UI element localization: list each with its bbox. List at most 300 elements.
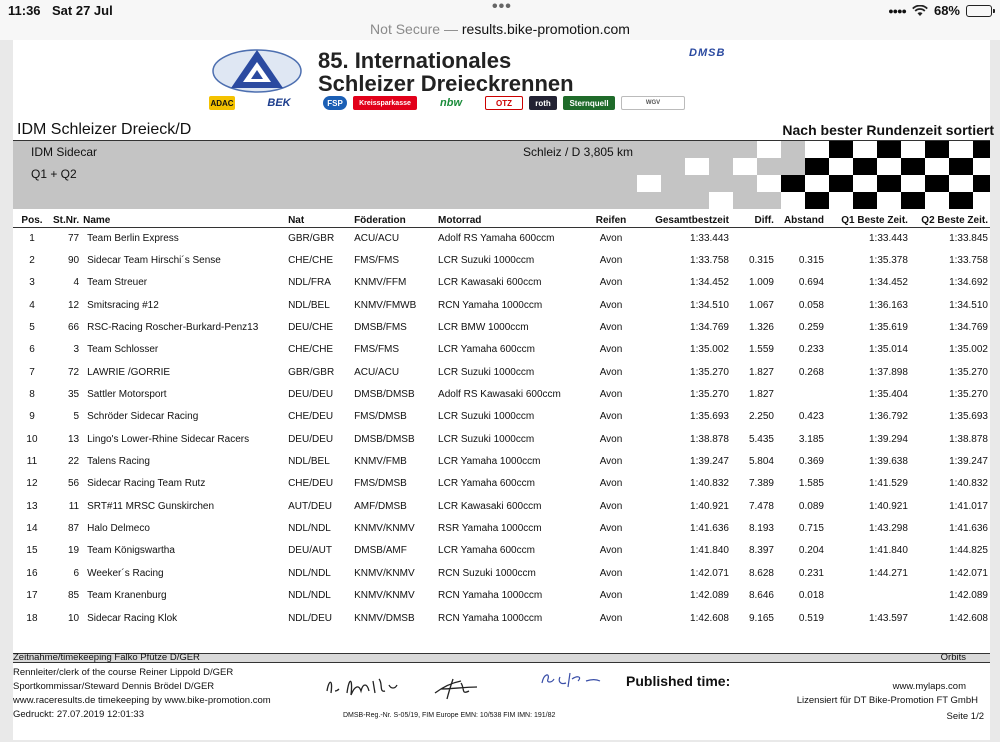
cell-tyres: Avon <box>599 366 623 378</box>
results-title-row <box>13 120 994 141</box>
cell-federation: ACU/ACU <box>354 232 400 244</box>
col-header-start-number[interactable]: St.Nr. <box>52 214 80 226</box>
cell-motorcycle: LCR Yamaha 1000ccm <box>438 456 541 468</box>
cell-q1-best: 1:43.298 <box>869 523 908 535</box>
col-header-diff[interactable]: Diff. <box>731 214 776 227</box>
cell-federation: ACU/ACU <box>354 366 400 378</box>
cell-motorcycle: RSR Yamaha 1000ccm <box>438 523 542 535</box>
cell-diff: 1.559 <box>748 344 774 356</box>
cell-gap: 0.715 <box>798 523 824 535</box>
cell-nat: GBR/GBR <box>288 232 335 244</box>
cell-q2-best: 1:35.270 <box>949 366 988 378</box>
cell-name: Sidecar Racing Klok <box>87 612 178 624</box>
col-header-name[interactable]: Name <box>81 214 286 227</box>
cell-diff: 8.646 <box>748 590 774 602</box>
cell-pos: 2 <box>29 255 35 267</box>
cell-best-time: 1:35.693 <box>690 411 729 423</box>
cell-name: Halo Delmeco <box>87 523 150 535</box>
cell-tyres: Avon <box>599 478 623 490</box>
cell-start-number: 10 <box>67 612 80 624</box>
cell-nat: NDL/NDL <box>288 523 331 535</box>
cell-motorcycle: LCR BMW 1000ccm <box>438 322 529 334</box>
table-row <box>13 227 990 249</box>
cell-q2-best: 1:33.758 <box>949 255 988 267</box>
security-label: Not Secure — <box>370 21 458 37</box>
race-director: Rennleiter/clerk of the course Reiner Lippold D/GER <box>13 667 234 678</box>
cell-diff: 2.250 <box>748 411 774 423</box>
cell-tyres: Avon <box>599 232 623 244</box>
session-info-panel <box>13 141 990 209</box>
cell-motorcycle: LCR Suzuki 1000ccm <box>438 255 535 267</box>
cell-tyres: Avon <box>599 411 623 423</box>
cell-pos: 7 <box>29 366 35 378</box>
table-row <box>13 383 990 405</box>
cell-best-time: 1:33.443 <box>690 232 729 244</box>
table-header-row <box>13 214 990 227</box>
cell-q2-best: 1:42.608 <box>949 612 988 624</box>
cell-motorcycle: RCN Yamaha 1000ccm <box>438 299 543 311</box>
cell-q2-best: 1:42.089 <box>949 590 988 602</box>
cell-gap: 0.694 <box>798 277 824 289</box>
cell-best-time: 1:38.878 <box>690 433 729 445</box>
cell-name: RSC-Racing Roscher-Burkard-Penz13 <box>87 322 259 334</box>
sort-label: Nach bester Rundenzeit sortiert <box>782 122 994 138</box>
cell-gap: 0.089 <box>798 500 824 512</box>
sponsor-otz: OTZ <box>485 96 523 110</box>
sponsor-kreissparkasse: Kreissparkasse <box>353 96 417 110</box>
cell-start-number: 12 <box>67 299 80 311</box>
col-header-motorcycle[interactable]: Motorrad <box>436 214 586 227</box>
cell-start-number: 87 <box>67 523 80 535</box>
table-row <box>13 339 990 361</box>
cell-diff: 1.067 <box>748 299 774 311</box>
cell-q1-best: 1:37.898 <box>869 366 908 378</box>
signature-timekeeper-icon <box>538 669 604 691</box>
cell-name: Weeker´s Racing <box>87 567 164 579</box>
table-row <box>13 249 990 271</box>
cell-name: Lingo's Lower-Rhine Sidecar Racers <box>87 433 250 445</box>
checkered-flag-icon <box>637 141 990 209</box>
cell-nat: NDL/NDL <box>288 567 331 579</box>
cell-federation: FMS/FMS <box>354 344 400 356</box>
cell-tyres: Avon <box>599 299 623 311</box>
cell-q1-best: 1:35.014 <box>869 344 908 356</box>
ios-status-bar <box>0 0 1000 22</box>
cell-start-number: 77 <box>67 232 80 244</box>
cell-motorcycle: LCR Suzuki 1000ccm <box>438 366 535 378</box>
cell-best-time: 1:41.636 <box>690 523 729 535</box>
url-host: results.bike-promotion.com <box>461 21 630 37</box>
cell-nat: CHE/CHE <box>288 255 334 267</box>
cell-start-number: 72 <box>67 366 80 378</box>
cell-federation: KNMV/KNMV <box>354 590 415 602</box>
cell-pos: 8 <box>29 389 35 401</box>
cell-q2-best: 1:40.832 <box>949 478 988 490</box>
cell-name: Sidecar Racing Team Rutz <box>87 478 206 490</box>
cell-q1-best: 1:33.443 <box>869 232 908 244</box>
cell-motorcycle: RCN Yamaha 1000ccm <box>438 612 543 624</box>
cell-best-time: 1:40.832 <box>690 478 729 490</box>
cell-q2-best: 1:38.878 <box>949 433 988 445</box>
battery-percent: 68% <box>933 3 960 18</box>
table-row <box>13 607 990 629</box>
address-bar[interactable] <box>0 22 1000 40</box>
cell-nat: CHE/DEU <box>288 478 334 490</box>
page-title: IDM Schleizer Dreieck/D <box>17 121 192 138</box>
cell-gap: 0.018 <box>798 590 824 602</box>
cell-federation: FMS/FMS <box>354 255 400 267</box>
cell-tyres: Avon <box>599 255 623 267</box>
results-table-body <box>13 227 990 629</box>
cell-federation: KNMV/KNMV <box>354 567 415 579</box>
cell-q2-best: 1:33.845 <box>949 232 988 244</box>
cell-name: Smitsracing #12 <box>87 299 159 311</box>
table-row <box>13 517 990 539</box>
table-row <box>13 316 990 338</box>
cell-name: Talens Racing <box>87 456 150 468</box>
cell-q2-best: 1:44.825 <box>949 545 988 557</box>
cell-federation: KNMV/KNMV <box>354 523 415 535</box>
steward: Sportkommissar/Steward Dennis Brödel D/GER <box>13 681 215 692</box>
sponsor-wgv: WGV <box>621 96 685 110</box>
col-header-q2-best[interactable]: Q2 Beste Zeit. <box>910 214 990 227</box>
cell-tyres: Avon <box>599 567 623 579</box>
cell-federation: AMF/DMSB <box>354 500 407 512</box>
cell-best-time: 1:33.758 <box>690 255 729 267</box>
cell-q1-best: 1:35.619 <box>869 322 908 334</box>
cell-start-number: 3 <box>73 344 80 356</box>
cell-nat: GBR/GBR <box>288 366 335 378</box>
cell-pos: 13 <box>26 500 38 512</box>
cell-tyres: Avon <box>599 322 623 334</box>
sponsor-roth: roth <box>529 96 557 110</box>
cell-motorcycle: LCR Suzuki 1000ccm <box>438 433 535 445</box>
cell-q2-best: 1:34.510 <box>949 299 988 311</box>
printed-date: Gedruckt: 27.07.2019 12:01:33 <box>13 709 144 720</box>
cell-q1-best: 1:40.921 <box>869 500 908 512</box>
cell-q1-best: 1:36.163 <box>869 299 908 311</box>
cell-motorcycle: Adolf RS Kawasaki 600ccm <box>438 389 561 401</box>
cell-q2-best: 1:39.247 <box>949 456 988 468</box>
cell-tyres: Avon <box>599 277 623 289</box>
cell-diff: 8.628 <box>748 567 774 579</box>
cell-federation: KNMV/FFM <box>354 277 407 289</box>
table-row <box>13 272 990 294</box>
table-row <box>13 294 990 316</box>
cell-name: Team Schlosser <box>87 344 159 356</box>
cell-gap: 0.315 <box>798 255 824 267</box>
cell-best-time: 1:34.769 <box>690 322 729 334</box>
cell-q2-best: 1:41.636 <box>949 523 988 535</box>
cell-name: Sattler Motorsport <box>87 389 167 401</box>
cell-nat: NDL/NDL <box>288 590 331 602</box>
cell-gap: 0.268 <box>798 366 824 378</box>
sponsor-adac: ADAC <box>209 96 235 110</box>
cell-tyres: Avon <box>599 612 623 624</box>
cell-gap: 0.058 <box>798 299 824 311</box>
footer <box>13 653 990 740</box>
cell-q1-best <box>826 585 910 607</box>
cell-nat: CHE/CHE <box>288 344 334 356</box>
table-row <box>13 361 990 383</box>
cell-best-time: 1:34.452 <box>690 277 729 289</box>
cell-name: Team Kranenburg <box>87 590 167 602</box>
sponsor-nbw: nbw <box>440 97 462 109</box>
col-header-nat[interactable]: Nat <box>286 214 352 227</box>
timekeeping-label: Zeitnahme/timekeeping Falko Pfütze D/GER <box>13 652 200 663</box>
cell-best-time: 1:34.510 <box>690 299 729 311</box>
cell-diff: 0.315 <box>748 255 774 267</box>
cell-diff: 7.389 <box>748 478 774 490</box>
cell-start-number: 56 <box>67 478 80 490</box>
cell-motorcycle: LCR Suzuki 1000ccm <box>438 411 535 423</box>
cell-pos: 14 <box>26 523 38 535</box>
dmsb-logo: DMSB <box>689 47 726 59</box>
cell-pos: 9 <box>29 411 35 423</box>
cell-pos: 15 <box>26 545 38 557</box>
cell-gap: 0.519 <box>798 612 824 624</box>
battery-icon <box>966 5 992 17</box>
cell-federation: DMSB/DMSB <box>354 433 415 445</box>
cell-pos: 18 <box>26 612 38 624</box>
page-number: Seite 1/2 <box>946 711 984 722</box>
cell-start-number: 66 <box>67 322 80 334</box>
cell-name: Schröder Sidecar Racing <box>87 411 199 423</box>
results-sheet <box>13 40 994 740</box>
cell-diff: 1.009 <box>748 277 774 289</box>
cell-diff: 9.165 <box>748 612 774 624</box>
cell-diff: 1.326 <box>748 322 774 334</box>
cell-federation: FMS/DMSB <box>354 411 407 423</box>
table-row <box>13 450 990 472</box>
cell-diff <box>731 227 776 249</box>
cell-best-time: 1:39.247 <box>690 456 729 468</box>
results-table <box>13 214 990 629</box>
cell-motorcycle: RCN Suzuki 1000ccm <box>438 567 536 579</box>
cell-gap <box>776 227 826 249</box>
cell-gap: 0.423 <box>798 411 824 423</box>
signature-race-director-icon <box>323 673 405 699</box>
cell-federation: DMSB/DMSB <box>354 389 415 401</box>
cell-federation: KNMV/FMWB <box>354 299 417 311</box>
cell-start-number: 90 <box>67 255 80 267</box>
event-title-line-1: 85. Internationales <box>318 48 512 73</box>
cell-motorcycle: LCR Yamaha 600ccm <box>438 478 535 490</box>
cell-name: SRT#11 MRSC Gunskirchen <box>87 500 215 512</box>
cell-q1-best: 1:44.271 <box>869 567 908 579</box>
cell-motorcycle: LCR Kawasaki 600ccm <box>438 277 542 289</box>
cell-federation: DMSB/AMF <box>354 545 407 557</box>
cell-nat: DEU/AUT <box>288 545 332 557</box>
cell-nat: DEU/DEU <box>288 389 334 401</box>
cell-motorcycle: Adolf RS Yamaha 600ccm <box>438 232 555 244</box>
cell-nat: DEU/DEU <box>288 433 334 445</box>
cell-diff: 1.827 <box>748 389 774 401</box>
cell-tyres: Avon <box>599 456 623 468</box>
col-header-best-time[interactable]: Gesamtbestzeit <box>636 214 731 227</box>
cell-federation: FMS/DMSB <box>354 478 407 490</box>
cell-q1-best: 1:41.840 <box>869 545 908 557</box>
table-row <box>13 495 990 517</box>
track-info: Schleiz / D 3,805 km <box>523 145 634 159</box>
cell-diff: 5.804 <box>748 456 774 468</box>
cell-q2-best: 1:34.692 <box>949 277 988 289</box>
cell-nat: DEU/CHE <box>288 322 334 334</box>
cell-q2-best: 1:35.693 <box>949 411 988 423</box>
cell-pos: 1 <box>29 232 35 244</box>
next-page-edge <box>0 742 1000 750</box>
cell-pos: 4 <box>29 299 35 311</box>
cell-tyres: Avon <box>599 545 623 557</box>
cell-federation: KNMV/FMB <box>354 456 407 468</box>
cell-best-time: 1:35.270 <box>690 366 729 378</box>
cell-best-time: 1:35.002 <box>690 344 729 356</box>
cell-pos: 5 <box>29 322 35 334</box>
cell-federation: DMSB/FMS <box>354 322 407 334</box>
cell-nat: NDL/BEL <box>288 456 330 468</box>
cell-tyres: Avon <box>599 500 623 512</box>
cell-tyres: Avon <box>599 523 623 535</box>
cell-start-number: 85 <box>67 590 80 602</box>
col-header-federation[interactable]: Föderation <box>352 214 436 227</box>
table-row <box>13 562 990 584</box>
cell-best-time: 1:42.089 <box>690 590 729 602</box>
cell-q2-best: 1:41.017 <box>949 500 988 512</box>
cell-tyres: Avon <box>599 433 623 445</box>
cell-start-number: 4 <box>73 277 80 289</box>
cell-tyres: Avon <box>599 590 623 602</box>
published-time-label: Published time: <box>626 673 731 689</box>
cell-diff: 7.478 <box>748 500 774 512</box>
cell-diff: 5.435 <box>748 433 774 445</box>
cell-name: LAWRIE /GORRIE <box>87 366 171 378</box>
session-name: Q1 + Q2 <box>31 167 77 181</box>
cell-diff: 1.827 <box>748 366 774 378</box>
cell-diff: 8.397 <box>748 545 774 557</box>
cell-start-number: 13 <box>67 433 80 445</box>
cell-pos: 17 <box>26 590 38 602</box>
sponsor-sternquell: Sternquell <box>563 96 615 110</box>
cell-q2-best: 1:34.769 <box>949 322 988 334</box>
cell-q1-best: 1:36.792 <box>869 411 908 423</box>
cell-nat: AUT/DEU <box>288 500 332 512</box>
cell-q1-best: 1:34.452 <box>869 277 908 289</box>
cell-best-time: 1:41.840 <box>690 545 729 557</box>
cell-gap: 0.369 <box>798 456 824 468</box>
event-title-line-2: Schleizer Dreieckrennen <box>318 71 574 96</box>
cell-q1-best: 1:41.529 <box>869 478 908 490</box>
signal-icon: ●●●● <box>888 5 906 16</box>
status-time: 11:36 <box>8 3 41 18</box>
table-row <box>13 406 990 428</box>
cell-q1-best: 1:39.294 <box>869 433 908 445</box>
col-header-gap[interactable]: Abstand <box>776 214 826 227</box>
cell-name: Sidecar Team Hirschi´s Sense <box>87 255 221 267</box>
col-header-q1-best[interactable]: Q1 Beste Zeit. <box>826 214 910 227</box>
cell-tyres: Avon <box>599 389 623 401</box>
cell-pos: 6 <box>29 344 35 356</box>
table-row <box>13 585 990 607</box>
col-header-pos[interactable]: Pos. <box>13 214 51 227</box>
schleiz-triangle-logo-icon <box>211 48 303 94</box>
table-row <box>13 428 990 450</box>
cell-pos: 11 <box>26 456 38 468</box>
cell-best-time: 1:42.071 <box>690 567 729 579</box>
orbits-label: Orbits <box>940 652 966 663</box>
sponsor-logos <box>209 96 685 110</box>
wifi-icon <box>912 5 928 17</box>
cell-start-number: 11 <box>68 500 80 512</box>
event-title <box>318 49 574 95</box>
cell-diff: 8.193 <box>748 523 774 535</box>
cell-q1-best: 1:35.404 <box>869 389 908 401</box>
multitask-dots-icon[interactable]: ••• <box>492 0 512 15</box>
cell-q1-best: 1:43.597 <box>869 612 908 624</box>
cell-motorcycle: LCR Kawasaki 600ccm <box>438 500 542 512</box>
cell-gap <box>776 383 826 405</box>
cell-best-time: 1:35.270 <box>690 389 729 401</box>
license-text: Lizensiert für DT Bike-Promotion FT GmbH <box>796 695 978 706</box>
cell-start-number: 6 <box>73 567 80 579</box>
col-header-tyres[interactable]: Reifen <box>586 214 636 227</box>
cell-q1-best: 1:39.638 <box>869 456 908 468</box>
cell-nat: NDL/BEL <box>288 299 330 311</box>
cell-pos: 10 <box>26 433 38 445</box>
cell-gap: 3.185 <box>798 433 824 445</box>
cell-name: Team Berlin Express <box>87 232 179 244</box>
cell-federation: KNMV/DMSB <box>354 612 415 624</box>
cell-nat: NDL/DEU <box>288 612 332 624</box>
class-name: IDM Sidecar <box>31 145 98 159</box>
sponsor-bek: BEK <box>267 97 291 109</box>
cell-q2-best: 1:42.071 <box>949 567 988 579</box>
sponsor-fsp: FSP <box>323 96 347 110</box>
results-site-link[interactable]: www.raceresults.de timekeeping by www.bike-promotion.com <box>13 695 271 706</box>
cell-start-number: 5 <box>73 411 80 423</box>
cell-nat: NDL/FRA <box>288 277 331 289</box>
cell-q1-best: 1:35.378 <box>869 255 908 267</box>
cell-nat: CHE/DEU <box>288 411 334 423</box>
cell-pos: 12 <box>26 478 38 490</box>
cell-motorcycle: LCR Yamaha 600ccm <box>438 545 535 557</box>
cell-start-number: 35 <box>67 389 80 401</box>
cell-pos: 16 <box>26 567 38 579</box>
cell-gap: 0.233 <box>798 344 824 356</box>
cell-tyres: Avon <box>599 344 623 356</box>
registration-numbers: DMSB-Reg.-Nr. S-05/19, FIM Europe EMN: 10/538 FIM IMN: 191/82 <box>343 712 556 719</box>
cell-name: Team Streuer <box>87 277 148 289</box>
cell-start-number: 22 <box>67 456 80 468</box>
cell-gap: 1.585 <box>798 478 824 490</box>
table-row <box>13 473 990 495</box>
cell-gap: 0.231 <box>798 567 824 579</box>
cell-motorcycle: LCR Yamaha 600ccm <box>438 344 535 356</box>
cell-name: Team Königswartha <box>87 545 175 557</box>
cell-q2-best: 1:35.002 <box>949 344 988 356</box>
cell-best-time: 1:40.921 <box>690 500 729 512</box>
status-date: Sat 27 Jul <box>52 3 113 18</box>
cell-start-number: 19 <box>67 545 80 557</box>
cell-best-time: 1:42.608 <box>690 612 729 624</box>
event-banner <box>13 40 990 120</box>
cell-gap: 0.204 <box>798 545 824 557</box>
signature-steward-icon <box>431 675 485 701</box>
cell-motorcycle: RCN Yamaha 1000ccm <box>438 590 543 602</box>
cell-gap: 0.259 <box>798 322 824 334</box>
mylaps-link[interactable]: www.mylaps.com <box>892 681 966 692</box>
cell-pos: 3 <box>29 277 35 289</box>
cell-q2-best: 1:35.270 <box>949 389 988 401</box>
